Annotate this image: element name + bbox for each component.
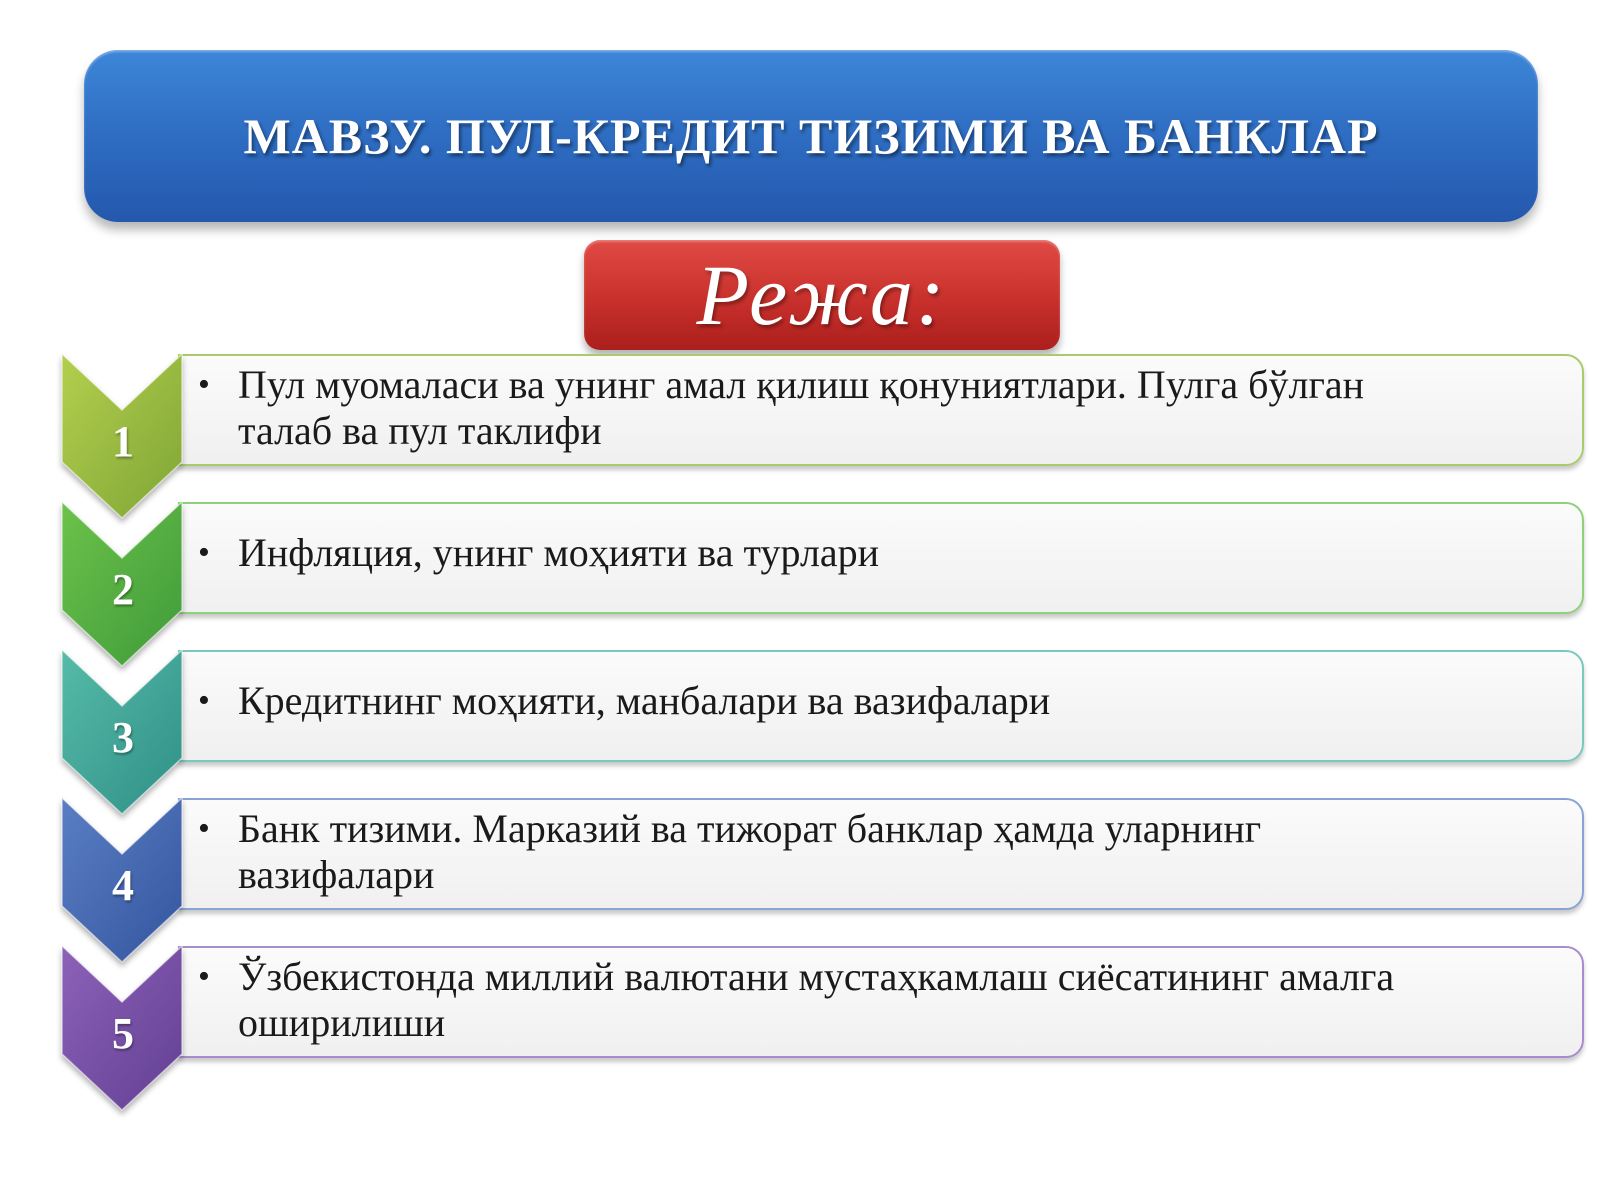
step-number: 2 [112, 565, 134, 614]
slide-title: МАВЗУ. ПУЛ-КРЕДИТ ТИЗИМИ ВА БАНКЛАР [243, 108, 1379, 164]
bullet-icon: • [198, 682, 210, 719]
step-number: 3 [112, 713, 134, 762]
plan-item-text-block [190, 806, 1460, 898]
bullet-icon: • [198, 534, 210, 571]
plan-item-text-block [190, 678, 1460, 724]
bullet-icon: • [198, 366, 210, 403]
plan-item-text: Банк тизими. Марказий ва тижорат банклар ҳамда уларнинг вазифалари [238, 806, 1262, 897]
plan-item-text: Пул муомаласи ва унинг амал қилиш қонуниятлари. Пулга бўлган талаб ва пул таклифи [238, 362, 1365, 453]
bullet-icon: • [198, 958, 210, 995]
bullet-icon: • [198, 810, 210, 847]
step-chevron [60, 944, 186, 1124]
step-number: 4 [112, 861, 134, 910]
plan-item-text-block [190, 954, 1460, 1046]
step-number: 5 [112, 1009, 134, 1058]
plan-item-text: Кредитнинг моҳияти, манбалари ва вазифалари [238, 678, 1051, 723]
plan-item-text: Ўзбекистонда миллий валютани мустаҳкамлаш сиёсатининг амалга оширилиши [238, 954, 1395, 1045]
plan-item-text-block [190, 362, 1460, 454]
plan-item-text-block [190, 530, 1460, 576]
title-banner [84, 50, 1538, 222]
step-number: 1 [112, 417, 134, 466]
plan-item [60, 944, 1530, 1124]
plan-heading: Режа: [696, 247, 948, 343]
plan-heading-box [584, 240, 1060, 350]
plan-item-text: Инфляция, унинг моҳияти ва турлари [238, 530, 880, 575]
